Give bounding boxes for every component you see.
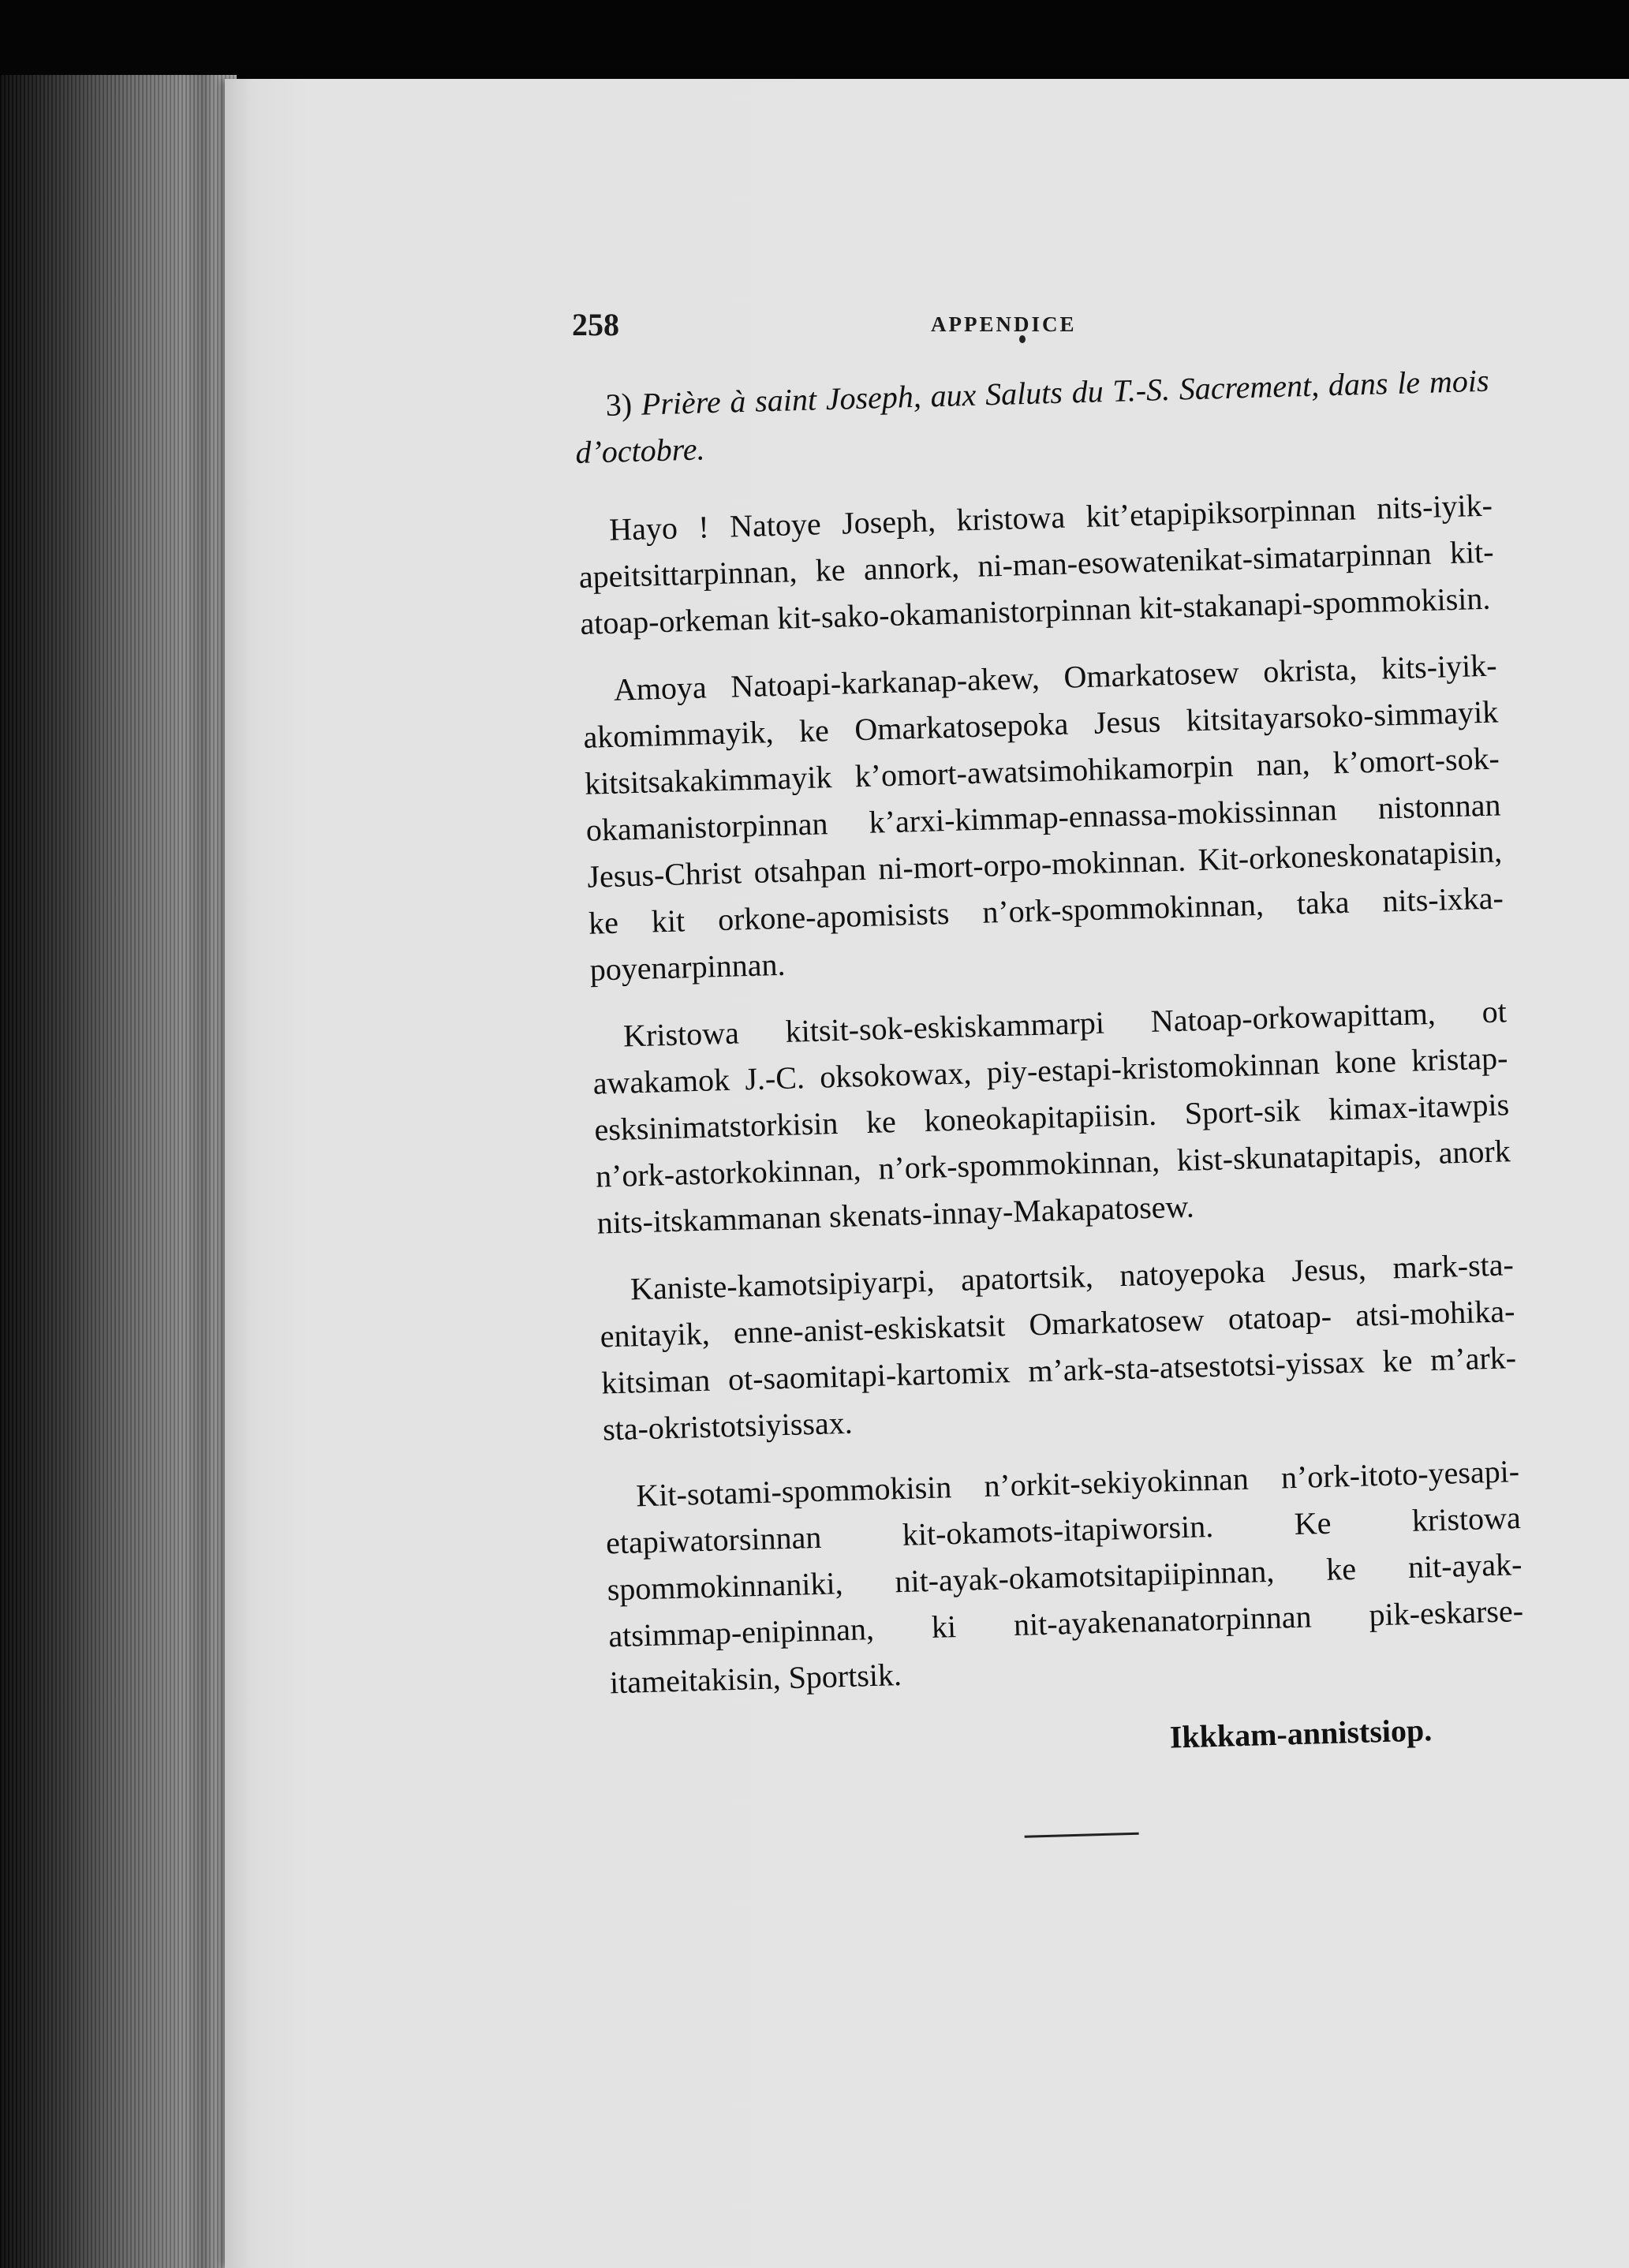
- text-block: [574, 357, 1529, 1850]
- running-head: [572, 306, 1487, 353]
- page-number: 258: [572, 307, 619, 342]
- paragraph: Amoya Natoapi-karkanap-akew, Omarkatosew okrista, kits-iyik-akomimmayik, ke Omarkatosepoka Jesus kitsitayarsoko-simmayik kitsitsakakimmayik k’omort-awatsimohikamorpin nan, k’omort-sok-okamanistorpinnan k’arxi-kimmap-ennassa-mokissinnan nistonnan Jesus-Christ otsahpan ni-mort-orpo-mokinnan. Kit-orkoneskonatapisin, ke kit orkone-apomisists n’ork-spommokinnan, taka nits-ixka-poyenarpinnan.: [582, 647, 1504, 988]
- paragraph: Kit-sotami-spommokisin n’orkit-sekiyokinnan n’ork-itoto-yesapi-etapiwatorsinnan kit-okamots-itapiworsin. Ke kristowa spommokinnaniki, nit-ayak-okamotsitapiipinnan, ke nit-ayak-atsimmap-enipinnan, ki nit-ayakenanatorpinnan pik-eskarse-itameitakisin, Sportsik.: [605, 1453, 1524, 1701]
- section-title: Prière à saint Joseph, aux Saluts du T.-S. Sacrement, dans le mois d’octobre.: [574, 362, 1490, 470]
- paragraph: Kaniste-kamotsipiyarpi, apatortsik, natoyepoka Jesus, mark-sta-enitayik, enne-anist-eskiskatsit Omarkatosew otatoap- atsi-mohika-kitsiman ot-saomitapi-kartomix m’ark-sta-atsestotsi-yissax ke m’ark-sta-okristotsiyissax.: [600, 1246, 1517, 1448]
- paragraph: Hayo ! Natoye Joseph, kristowa kit’etapipiksorpinnan nits-iyik-apeitsittarpinnan, ke annork, ni-man-esowatenikat-simatarpinnan kit-atoap-orkeman kit-sako-okamanistorpinnan kit-stakanapi-spommokisin.: [578, 487, 1495, 641]
- closing-line: Ikkkam-annistsiop.: [1169, 1712, 1433, 1755]
- paragraph: Kristowa kitsit-sok-eskiskammarpi Natoap-orkowapittam, ot awakamok J.-C. oksokowax, piy-estapi-kristomokinnan kone kristap-esksinimatstorkisin ke koneokapitapiisin. Sport-sik kimax-itawpis n’ork-astorkokinnan, n’ork-spommokinnan, kist-skunatapitapis, anork nits-itskammanan skenats-innay-Makapatosew.: [592, 993, 1511, 1241]
- book-edge: [0, 75, 237, 2268]
- section-number: 3): [605, 386, 633, 423]
- running-title: APPENDICE: [931, 312, 1077, 336]
